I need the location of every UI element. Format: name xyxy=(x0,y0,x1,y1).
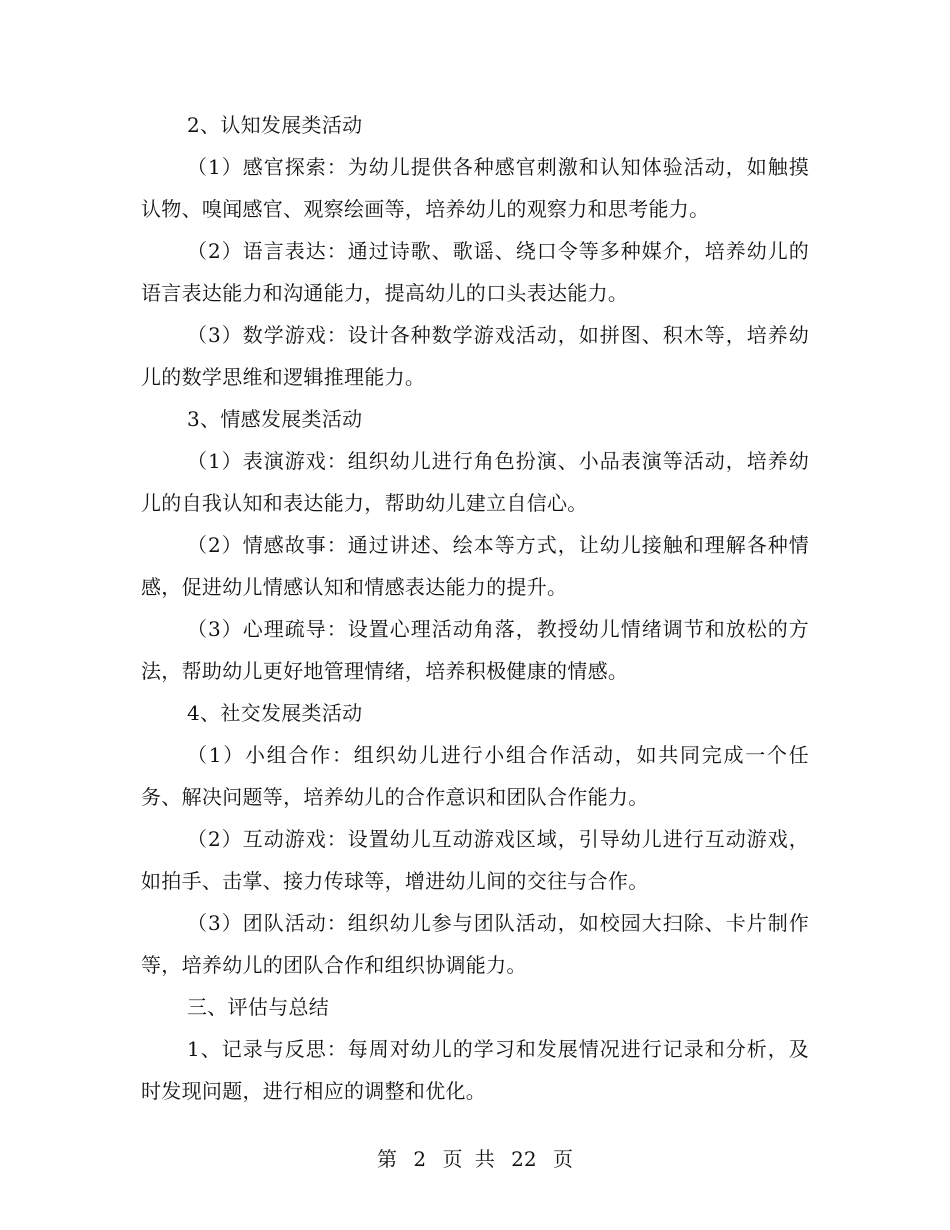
page-footer xyxy=(0,1144,950,1174)
footer-total-pages: 22 xyxy=(511,1147,537,1171)
paragraph-record-reflection: 1、记录与反思：每周对幼儿的学习和发展情况进行记录和分析，及时发现问题，进行相应的调整和优化。 xyxy=(141,1037,809,1103)
paragraph-language-expression: （2）语言表达：通过诗歌、歌谣、绕口令等多种媒介，培养幼儿的语言表达能力和沟通能力，提高幼儿的口头表达能力。 xyxy=(141,239,809,305)
document-body xyxy=(141,104,809,1112)
footer-prefix: 第 xyxy=(377,1147,397,1171)
paragraph-psychological-guidance: （3）心理疏导：设置心理活动角落，教授幼儿情绪调节和放松的方法，帮助幼儿更好地管理情绪，培养积极健康的情感。 xyxy=(141,617,809,683)
section-heading-cognitive: 2、认知发展类活动 xyxy=(187,113,363,137)
paragraph-group-cooperation: （1）小组合作：组织幼儿进行小组合作活动，如共同完成一个任务、解决问题等，培养幼儿的合作意识和团队合作能力。 xyxy=(141,743,809,809)
paragraph-performance-games: （1）表演游戏：组织幼儿进行角色扮演、小品表演等活动，培养幼儿的自我认知和表达能力，帮助幼儿建立自信心。 xyxy=(141,449,809,515)
paragraph-emotional-stories: （2）情感故事：通过讲述、绘本等方式，让幼儿接触和理解各种情感，促进幼儿情感认知和情感表达能力的提升。 xyxy=(141,533,809,599)
paragraph-sensory-exploration: （1）感官探索：为幼儿提供各种感官刺激和认知体验活动，如触摸认物、嗅闻感官、观察绘画等，培养幼儿的观察力和思考能力。 xyxy=(141,155,809,221)
paragraph-team-activities: （3）团队活动：组织幼儿参与团队活动，如校园大扫除、卡片制作等，培养幼儿的团队合作和组织协调能力。 xyxy=(141,911,809,977)
section-heading-emotional: 3、情感发展类活动 xyxy=(187,407,363,431)
footer-suffix: 页 xyxy=(552,1147,573,1171)
footer-page-number: 2 xyxy=(413,1147,427,1171)
footer-middle: 页 共 xyxy=(442,1147,495,1171)
section-heading-social: 4、社交发展类活动 xyxy=(187,701,363,725)
paragraph-interactive-games: （2）互动游戏：设置幼儿互动游戏区域，引导幼儿进行互动游戏，如拍手、击掌、接力传球等，增进幼儿间的交往与合作。 xyxy=(141,827,809,893)
paragraph-math-games: （3）数学游戏：设计各种数学游戏活动，如拼图、积木等，培养幼儿的数学思维和逻辑推理能力。 xyxy=(141,323,809,389)
section-heading-evaluation: 三、评估与总结 xyxy=(187,995,330,1019)
